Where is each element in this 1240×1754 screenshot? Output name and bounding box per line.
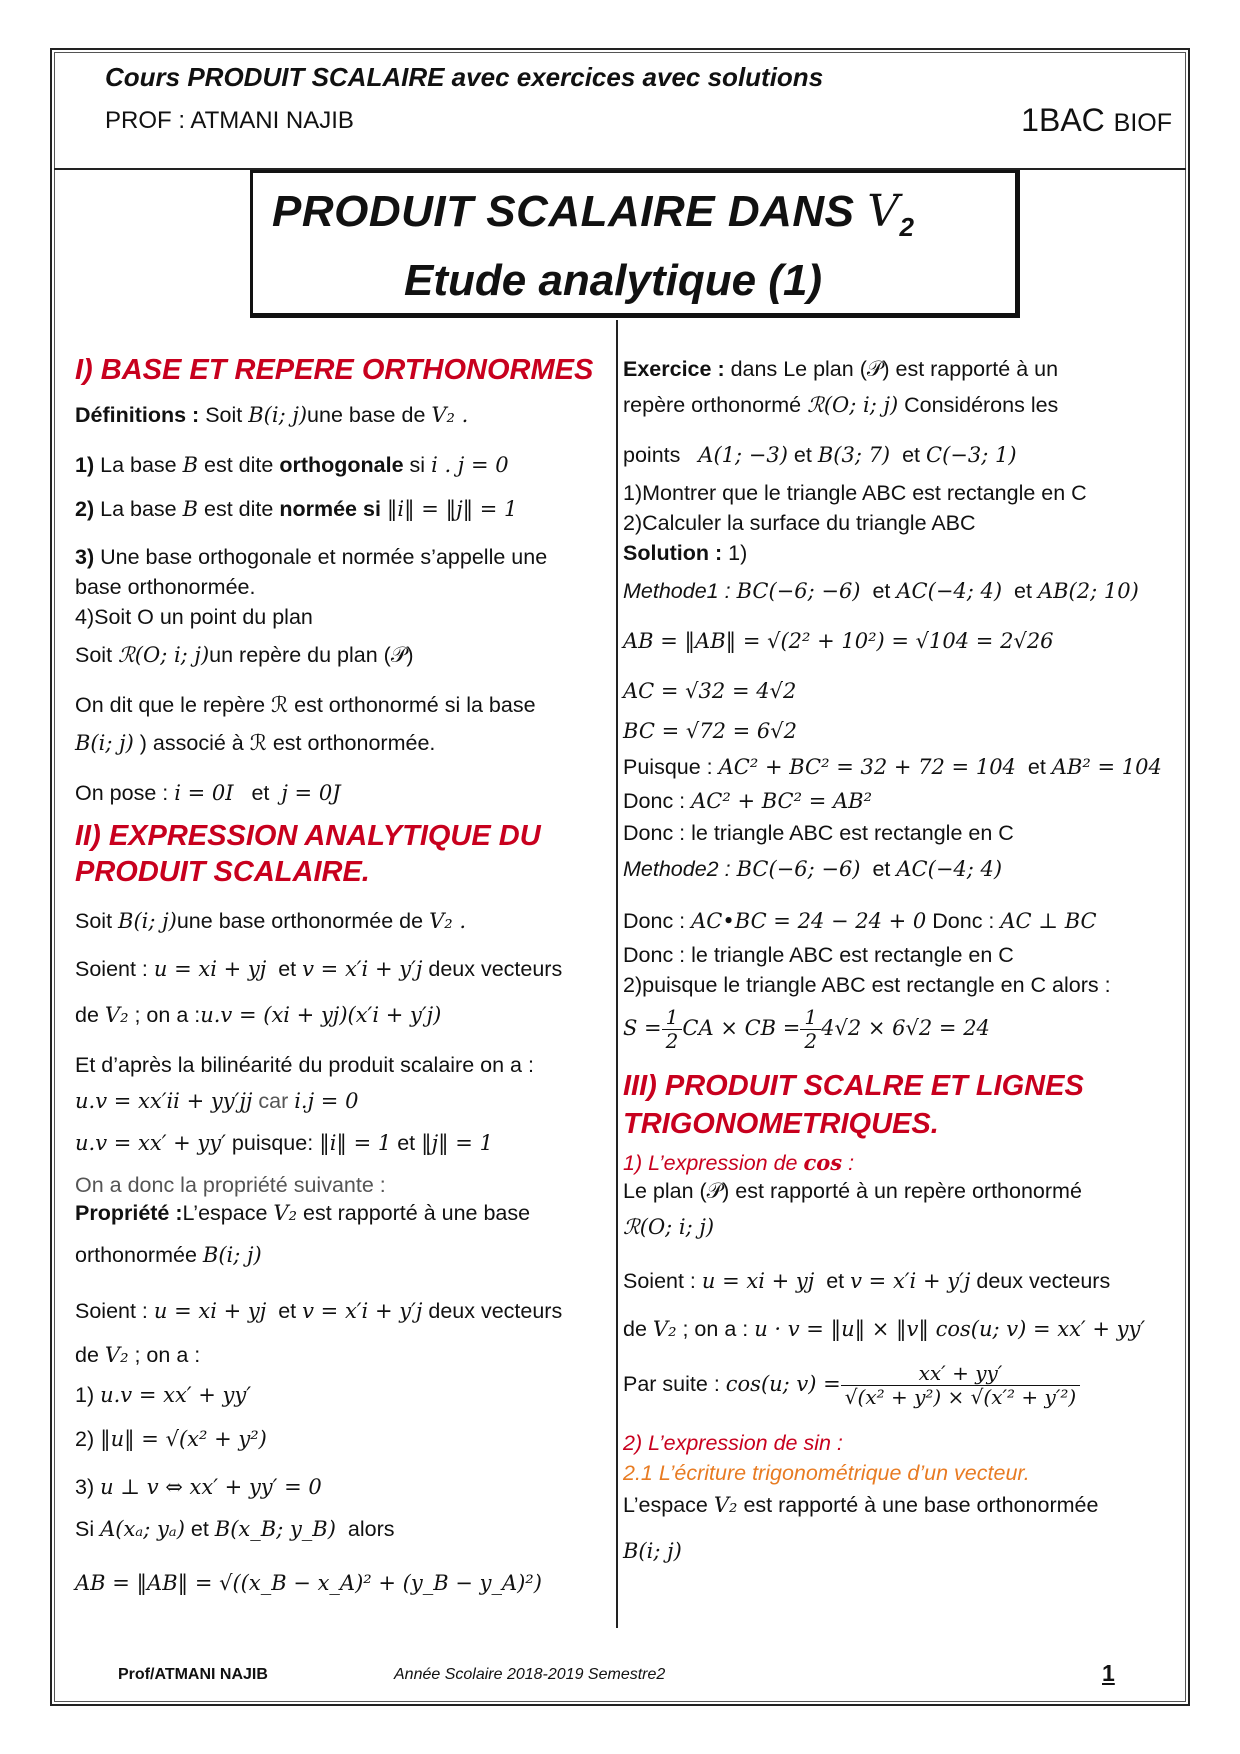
- solution-line: Solution : 1): [623, 541, 748, 565]
- exercice-line: Exercice : dans Le plan (𝒫) est rapporté à un: [623, 357, 1059, 381]
- definitions-line: Définitions : Soit B(i; j)une base de V₂ .: [75, 403, 469, 427]
- def-repere: Soit ℛ(O; i; j)un repère du plan (𝒫): [75, 643, 414, 667]
- prop-3: 3) u ⊥ v ⇔ xx′ + yy′ = 0: [75, 1475, 322, 1499]
- surface-formula: S = $\frac{1}{2}$ CA × CB = $\frac{1}{2}$ 4√2 × 6√2 = 24: [623, 1005, 990, 1053]
- def-orthonormee-2: base orthonormée.: [75, 575, 256, 599]
- def-base-associee: B(i; j) ) associé à ℛ est orthonormée.: [75, 731, 436, 755]
- cos-repere: ℛ(O; i; j): [623, 1215, 715, 1239]
- question-2: 2)Calculer la surface du triangle ABC: [623, 511, 976, 535]
- main-title: PRODUIT SCALAIRE DANS $V_2$: [272, 186, 915, 242]
- de-v2-on-a-2: de V₂ ; on a :: [75, 1343, 201, 1367]
- question-1: 1)Montrer que le triangle ABC est rectangle en C: [623, 481, 1087, 505]
- propriete-base: orthonormée B(i; j): [75, 1243, 262, 1267]
- sin-heading: 2) L’expression de sin :: [623, 1431, 843, 1455]
- propriete-line: Propriété :L’espace V₂ est rapporté à une base: [75, 1201, 531, 1225]
- page-number: 1: [1102, 1660, 1115, 1686]
- donc-rectangle-2: Donc : le triangle ABC est rectangle en C: [623, 943, 1014, 967]
- methode1-line: Methode1 : BC(−6; −6) et AC(−4; 4) et AB(2; 10): [623, 579, 1139, 603]
- points-a-b: Si A(xₐ; yₐ) et B(x_B; y_B) alors: [75, 1517, 395, 1541]
- sin-base: B(i; j): [623, 1539, 682, 1563]
- cos-plane: Le plan (𝒫) est rapporté à un repère orthonormé: [623, 1179, 1082, 1203]
- donc-pythagore: Donc : AC² + BC² = AB²: [623, 789, 872, 813]
- cos-formula: Par suite : cos(u; v) = $\frac{xx' + yy'}{\text{√(x² + y²) × √(x′² + y′²)}}$: [623, 1362, 1080, 1409]
- prop-1: 1) u.v = xx′ + yy′: [75, 1383, 252, 1407]
- level-main: 1BAC: [1021, 102, 1105, 138]
- propriete-intro: On a donc la propriété suivante :: [75, 1173, 386, 1197]
- ac-computation: AC = √32 = 4√2: [623, 679, 797, 703]
- distance-ab: AB = ‖AB‖ = √((x_B − x_A)² + (y_B − y_A)²): [75, 1571, 542, 1595]
- section-heading-3-line2: TRIGONOMETRIQUES.: [623, 1108, 939, 1140]
- def-orthogonal: 1) La base B est dite orthogonale si i . j = 0: [75, 453, 509, 477]
- uv-result: u.v = xx′ + yy′ puisque: ‖i‖ = 1 et ‖j‖ = 1: [75, 1131, 493, 1155]
- def-repere-orthonorme: On dit que le repère ℛ est orthonormé si la base: [75, 693, 536, 717]
- on-pose: On pose : i = 0I et j = 0J: [75, 781, 341, 805]
- footer-prof: Prof/ATMANI NAJIB: [118, 1666, 268, 1683]
- bilinearite: Et d’après la bilinéarité du produit scalaire on a :: [75, 1053, 534, 1077]
- level-label: [1021, 102, 1172, 139]
- section-heading-1: I) BASE ET REPERE ORTHONORMES: [75, 354, 594, 386]
- prof-line: PROF : ATMANI NAJIB: [105, 107, 354, 134]
- section-heading-3: III) PRODUIT SCALRE ET LIGNES: [623, 1070, 1084, 1102]
- trig-writing-heading: 2.1 L’écriture trigonométrique d’un vecteur.: [623, 1461, 1030, 1485]
- course-title: Cours PRODUIT SCALAIRE avec exercices avec solutions: [105, 62, 824, 92]
- section-heading-2-line2: PRODUIT SCALAIRE.: [75, 856, 370, 888]
- soit-base-orthonormee: Soit B(i; j)une base orthonormée de V₂ .: [75, 909, 466, 933]
- puisque-line: Puisque : AC² + BC² = 32 + 72 = 104 et AB² = 104: [623, 755, 1162, 779]
- footer-year: Année Scolaire 2018-2019 Semestre2: [394, 1666, 666, 1683]
- bc-computation: BC = √72 = 6√2: [623, 719, 797, 743]
- def-normee: 2) La base B est dite normée si ‖i‖ = ‖j‖ = 1: [75, 497, 518, 521]
- column-divider: [616, 320, 618, 1628]
- ab-computation: AB = ‖AB‖ = √(2² + 10²) = √104 = 2√26: [623, 629, 1054, 653]
- question-2-answer: 2)puisque le triangle ABC est rectangle en C alors :: [623, 973, 1111, 997]
- uv-expansion: u.v = xx′ii + yy′jj car i.j = 0: [75, 1089, 359, 1113]
- methode2-line: Methode2 : BC(−6; −6) et AC(−4; 4): [623, 857, 1003, 881]
- cos-product: de V₂ ; on a : u · v = ‖u‖ × ‖v‖ cos(u; v) = xx′ + yy′: [623, 1317, 1146, 1341]
- def-point-o: 4)Soit O un point du plan: [75, 605, 313, 629]
- cos-heading: 1) L’expression de cos :: [623, 1150, 855, 1175]
- soient-vecteurs: Soient : u = xi + yj et v = x′i + y′j deux vecteurs: [75, 957, 563, 981]
- de-v2-on-a: de V₂ ; on a :u.v = (xi + yj)(x′i + y′j): [75, 1003, 442, 1027]
- prop-2: 2) ‖u‖ = √(x² + y²): [75, 1427, 267, 1451]
- soient-vecteurs-2: Soient : u = xi + yj et v = x′i + y′j deux vecteurs: [75, 1299, 563, 1323]
- section-heading-2: II) EXPRESSION ANALYTIQUE DU: [75, 820, 541, 852]
- level-sub: BIOF: [1113, 109, 1172, 137]
- donc-produit: Donc : AC•BC = 24 − 24 + 0 Donc : AC ⊥ BC: [623, 909, 1097, 933]
- exercice-repere: repère orthonormé ℛ(O; i; j) Considérons les: [623, 393, 1059, 417]
- def-orthonormee: 3) Une base orthogonale et normée s’appelle une: [75, 545, 548, 569]
- donc-rectangle-1: Donc : le triangle ABC est rectangle en C: [623, 821, 1014, 845]
- sin-espace: L’espace V₂ est rapporté à une base orthonormée: [623, 1493, 1099, 1517]
- exercice-points: points A(1; −3) et B(3; 7) et C(−3; 1): [623, 443, 1017, 467]
- cos-vectors: Soient : u = xi + yj et v = x′i + y′j deux vecteurs: [623, 1269, 1111, 1293]
- sub-title: Etude analytique (1): [404, 256, 823, 305]
